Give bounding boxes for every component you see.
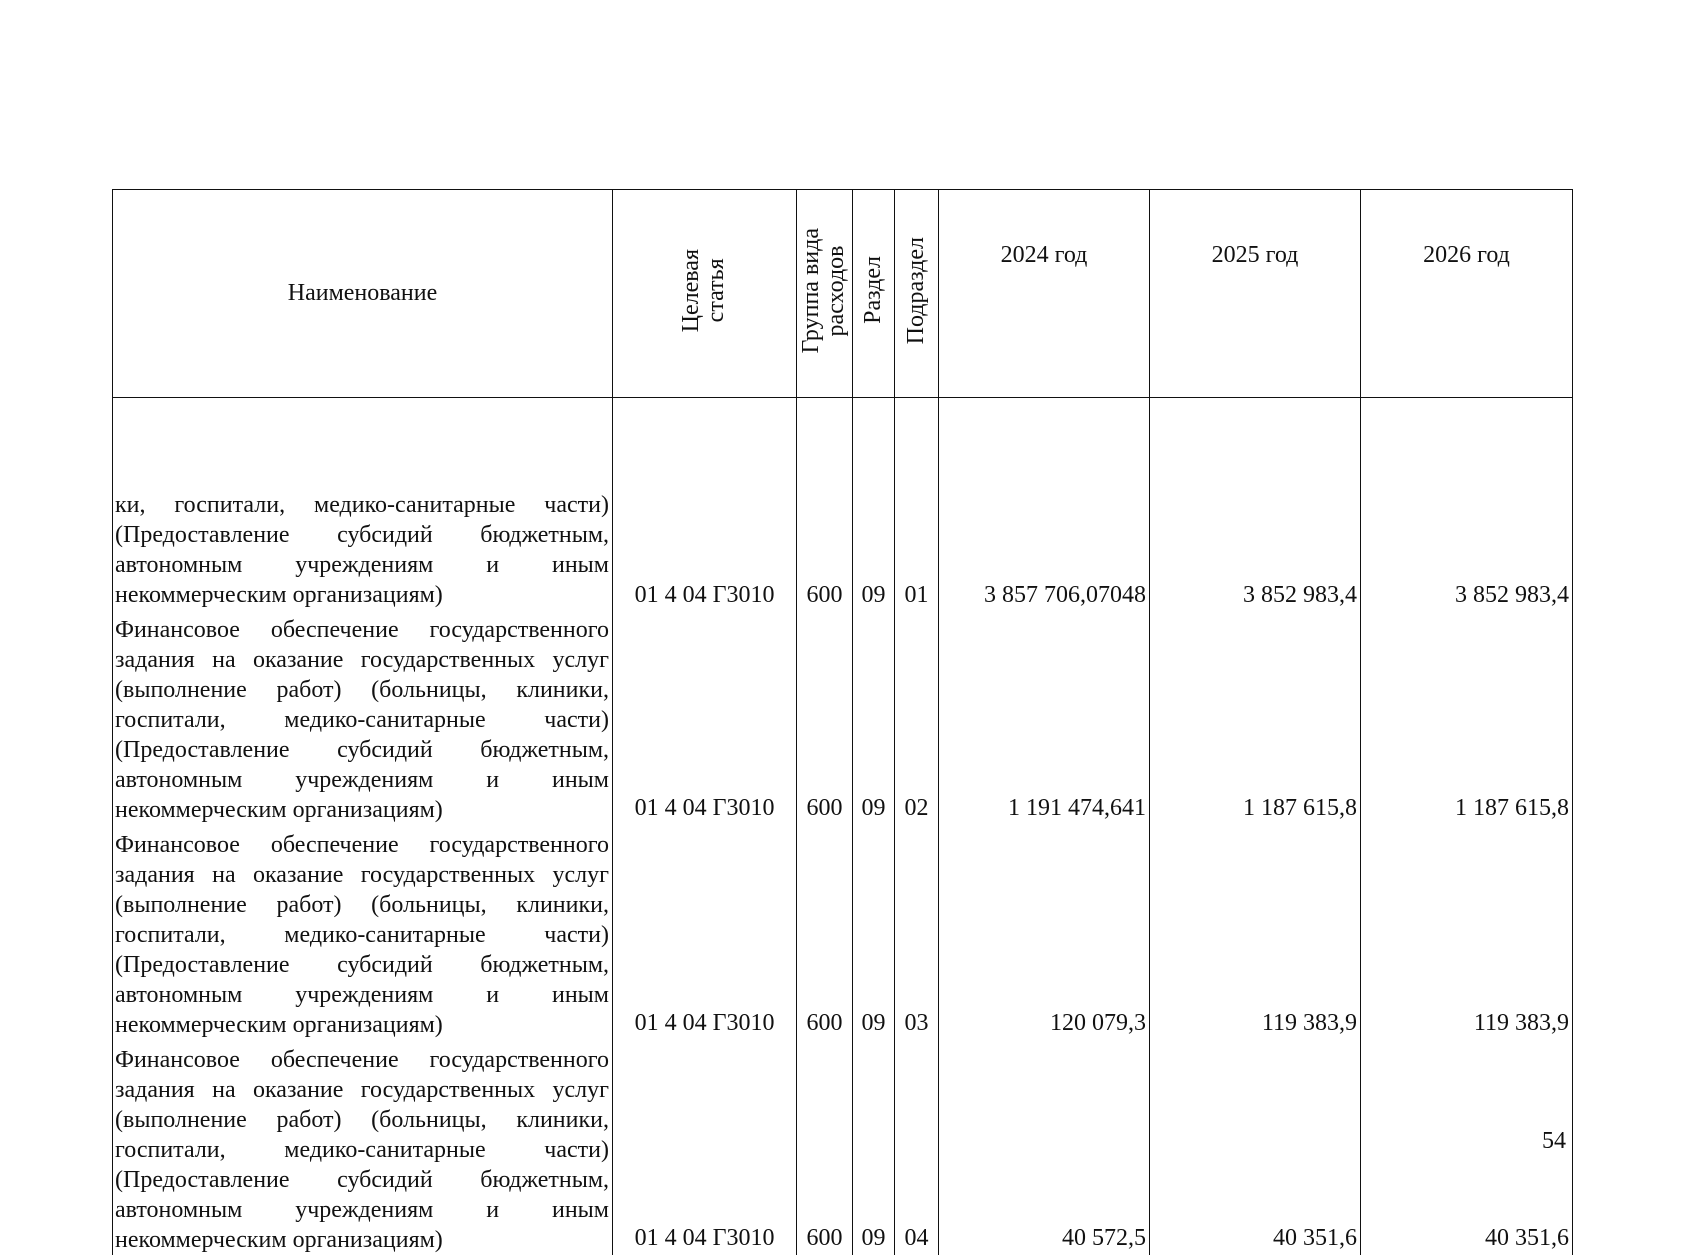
row-value-2024: 40 572,5 [939,1040,1150,1255]
header-year-2025: 2025 год [1150,190,1361,398]
row-name: Финансовое обеспечение государственного задания на оказание государственных услуг (выполнение работ) (больницы, клиники, госпитали, медико-санитарные части) (Предоставление субсидий бюджетным, автономным учреждениям и иным некоммерческим организациям) [113,1040,613,1255]
row-subsection: 03 [895,825,939,1040]
page-number: 54 [1542,1128,1566,1154]
row-value-2025: 1 187 615,8 [1150,610,1361,825]
table-row [113,825,1573,1040]
row-value-2025: 40 351,6 [1150,1040,1361,1255]
row-value-2024: 1 191 474,641 [939,610,1150,825]
row-value-2025: 3 852 983,4 [1150,398,1361,611]
table-row [113,1040,1573,1255]
row-subsection: 02 [895,610,939,825]
row-value-2024: 3 857 706,07048 [939,398,1150,611]
row-expense-group: 600 [797,825,853,1040]
row-target-article: 01 4 04 Г3010 [613,1040,797,1255]
header-subsection: Подраздел [895,190,939,398]
row-expense-group: 600 [797,610,853,825]
row-target-article: 01 4 04 Г3010 [613,610,797,825]
budget-table [112,189,1573,1255]
row-name: ки, госпитали, медико-санитарные части) (Предоставление субсидий бюджетным, автономным учреждениям и иным некоммерческим организациям) [113,398,613,611]
header-expense-group: Группа вида расходов [797,190,853,398]
table-row [113,398,1573,611]
row-value-2025: 119 383,9 [1150,825,1361,1040]
header-section: Раздел [853,190,895,398]
row-name: Финансовое обеспечение государственного задания на оказание государственных услуг (выполнение работ) (больницы, клиники, госпитали, медико-санитарные части) (Предоставление субсидий бюджетным, автономным учреждениям и иным некоммерческим организациям) [113,825,613,1040]
row-section: 09 [853,1040,895,1255]
row-section: 09 [853,610,895,825]
row-name: Финансовое обеспечение государственного задания на оказание государственных услуг (выполнение работ) (больницы, клиники, госпитали, медико-санитарные части) (Предоставление субсидий бюджетным, автономным учреждениям и иным некоммерческим организациям) [113,610,613,825]
header-row [113,190,1573,398]
row-value-2026: 40 351,6 [1361,1040,1573,1255]
row-expense-group: 600 [797,398,853,611]
row-target-article: 01 4 04 Г3010 [613,398,797,611]
row-subsection: 01 [895,398,939,611]
table-row [113,610,1573,825]
row-subsection: 04 [895,1040,939,1255]
row-value-2024: 120 079,3 [939,825,1150,1040]
row-target-article: 01 4 04 Г3010 [613,825,797,1040]
row-value-2026: 119 383,9 [1361,825,1573,1040]
row-value-2026: 1 187 615,8 [1361,610,1573,825]
header-year-2024: 2024 год [939,190,1150,398]
row-expense-group: 600 [797,1040,853,1255]
header-target-article: Целевая статья [613,190,797,398]
row-value-2026: 3 852 983,4 [1361,398,1573,611]
header-year-2026: 2026 год [1361,190,1573,398]
row-section: 09 [853,398,895,611]
header-name: Наименование [113,190,613,398]
row-section: 09 [853,825,895,1040]
